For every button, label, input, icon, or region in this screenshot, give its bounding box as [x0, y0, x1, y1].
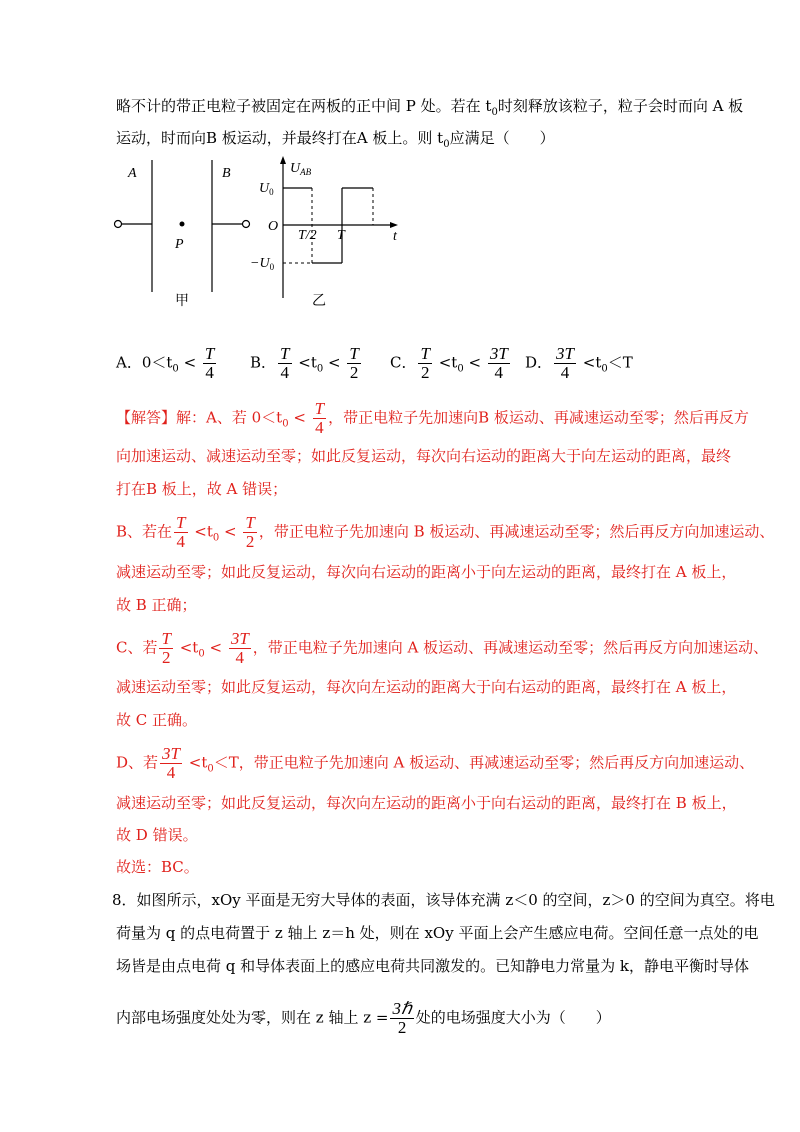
answer-a-line-1: 【解答】解：A、若 $0<t_0$ < $\frac{T}{4}$ ，带正电粒子先加速向B 板运动、再减速运动至零；然后再反方	[116, 399, 749, 437]
svg-text:UAB: $U_{AB}$	[290, 161, 312, 177]
option-b[interactable]: B． $\frac{T}{4}$ $<t_0$ < $\frac{T}{2}$	[250, 344, 359, 382]
answer-c-line-3: 故 C 正确。	[116, 711, 198, 729]
answer-a-line-2: 向加速运动、减速运动至零；如此反复运动，每次向右运动的距离大于向左运动的距离，最终	[116, 447, 732, 465]
figure-label-yi: 乙	[312, 294, 326, 309]
q8-line-4: 内部电场强度处处为零，则在 z 轴上 z = $\frac{\text{3ℏ}}{2}$ 处的电场强度大小为（ ）	[116, 999, 611, 1037]
svg-text:t: t	[393, 229, 397, 244]
answer-b-line-2: 减速运动至零；如此反复运动，每次向右运动的距离小于向左运动的距离，最终打在 A 板上，	[116, 563, 737, 581]
option-d[interactable]: D． $\frac{3T}{4}$ $<t_0<T$	[525, 344, 633, 382]
svg-text:U0: $U_0$	[259, 181, 274, 197]
q8-line-3: 场皆是由点电荷 q 和导体表面上的感应电荷共同激发的。已知静电力常量为 k，静电平衡时导体	[116, 957, 749, 975]
answer-choice: 故选：BC。	[116, 858, 199, 876]
figure-label-jia: 甲	[175, 294, 189, 309]
q8-line-1: 8．如图所示，xOy 平面是无穷大导体的表面，该导体充满 z＜0 的空间，z＞0 的空间为真空。将电	[112, 891, 775, 909]
answer-d-line-1: D、若 $\frac{3T}{4}$ $<t_0<T$，带正电粒子先加速向 A 板运动、再减速运动至零；然后再反方向加速运动、	[116, 744, 755, 782]
answer-b-line-1: B、若在 $\frac{T}{4}$ $<t_0$ < $\frac{T}{2}$ ，带正电粒子先加速向 B 板运动、再减速运动至零；然后再反方向加速运动、	[116, 513, 775, 551]
q7-stem-line-2: 运动，时而向B 板运动，并最终打在A 板上。则 $t_0$应满足（ ）	[116, 129, 555, 150]
answer-d-line-3: 故 D 错误。	[116, 826, 198, 844]
svg-text:T/2: T/2	[298, 228, 317, 243]
point-p-label: P	[175, 237, 184, 252]
plate-b-label: B	[222, 166, 231, 181]
svg-text:T: T	[337, 228, 345, 243]
plate-a-label: A	[128, 166, 137, 181]
option-c[interactable]: C． $\frac{T}{2}$ $<t_0$ < $\frac{3T}{4}$	[390, 344, 508, 382]
answer-c-line-1: C、若 $\frac{T}{2}$ $<t_0$ < $\frac{3T}{4}$ ，带正电粒子先加速向 A 板运动、再减速运动至零；然后再反方向加速运动、	[116, 629, 769, 667]
svg-text:O: O	[268, 219, 279, 234]
svg-text:−U0: $-U_0$	[250, 256, 275, 272]
answer-a-line-3: 打在B 板上，故 A 错误；	[116, 480, 288, 498]
point-p	[180, 222, 185, 227]
answer-d-line-2: 减速运动至零；如此反复运动，每次向左运动的距离小于向右运动的距离，最终打在 B 板上，	[116, 794, 737, 812]
answer-c-line-2: 减速运动至零；如此反复运动，每次向左运动的距离大于向右运动的距离，最终打在 A 板上，	[116, 678, 737, 696]
option-a[interactable]: A．$0<t_0$ < $\frac{T}{4}$	[116, 344, 215, 382]
q8-line-2: 荷量为 q 的点电荷置于 z 轴上 z＝h 处，则在 xOy 平面上会产生感应电荷。空间任意一点处的电	[116, 924, 759, 942]
q7-stem-line-1: 略不计的带正电粒子被固定在两板的正中间 P 处。若在 $t_0$时刻释放该粒子，粒子会时而向 A 板	[116, 97, 744, 118]
answer-b-line-3: 故 B 正确；	[116, 596, 197, 614]
